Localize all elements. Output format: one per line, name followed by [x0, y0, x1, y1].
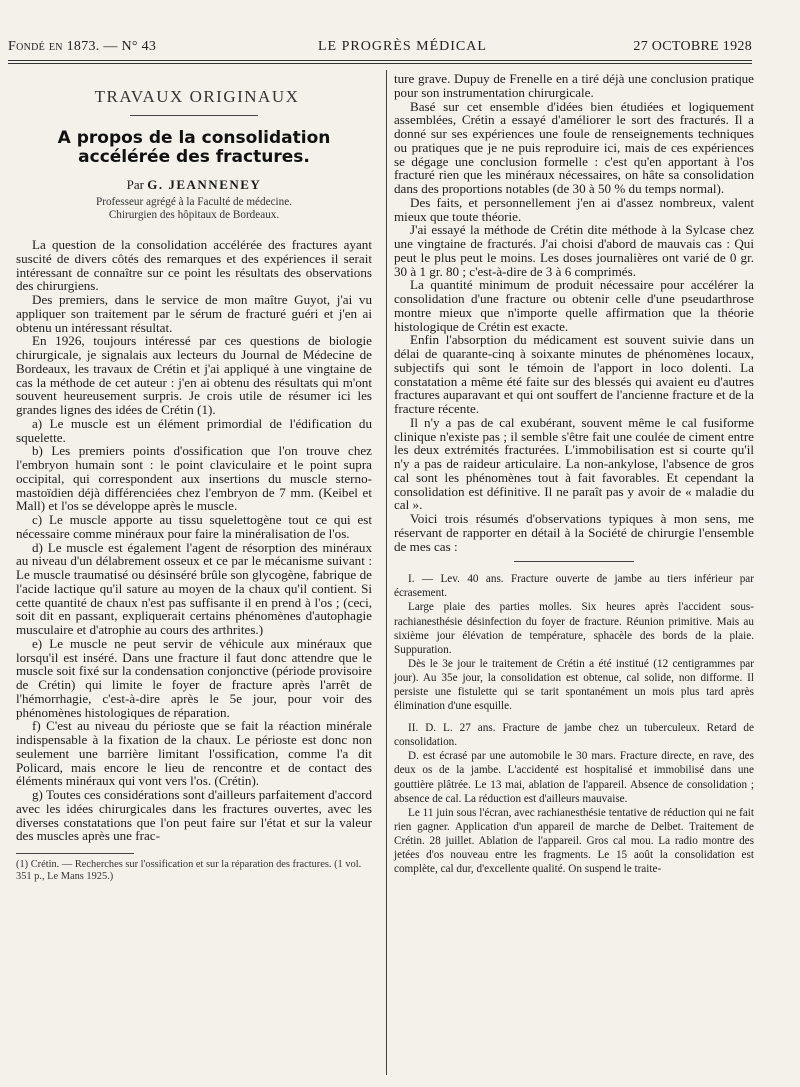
- header-rule-double: [8, 63, 752, 64]
- paragraph: Des premiers, dans le service de mon maître Guyot, j'ai vu appliquer son traitement par le sérum de fracturé guéri et j'en ai obtenu un intéressant résultat.: [16, 292, 372, 335]
- byline-prefix: Par: [126, 177, 144, 192]
- paragraph: J'ai essayé la méthode de Crétin dite méthode à la Sylcase chez une vingtaine de fracturés. J'ai choisi d'abord de mauvais cas : Qui peut le plus peut le moins. Les doses journalières ont varié de 0 gr. 30 à 1 gr. 80 ; c'est-à-dire de 3 à 6 comprimés.: [394, 222, 754, 279]
- footnote-rule: [16, 853, 134, 854]
- footnote: (1) Crétin. — Recherches sur l'ossification et sur la réparation des fractures. (1 vol. 351 p., Le Mans 1925.): [16, 859, 362, 882]
- header-rule: [8, 60, 752, 61]
- article-title: A propos de la consolidation accélérée des fractures.: [57, 128, 331, 167]
- paragraph: La quantité minimum de produit nécessaire pour accélérer la consolidation d'une fracture ou obtenir celle d'une pseudarthrose montre mieux que n'importe quelle affirmation que la théorie histologique de Crétin est exacte.: [394, 277, 754, 334]
- case-rule: [514, 561, 634, 562]
- paragraph: Des faits, et personnellement j'en ai d'assez nombreux, valent mieux que toute théorie.: [394, 194, 754, 224]
- case-text: Dès le 3e jour le traitement de Crétin a été institué (12 centigrammes par jour). Au 35e jour, la consolidation est obtenue, cal solide, non difforme. Il persiste une fistulette qui se tarit spontanément un mois plus tard après élimination d'une esquille.: [394, 657, 754, 713]
- paragraph: La question de la consolidation accélérée des fractures ayant suscité de divers côtés des remarques et des expériences il serait intéressant de connaître sur ce point les résultats des observations des chirurgiens.: [16, 237, 372, 294]
- affiliation-line: Professeur agrégé à la Faculté de médecine.: [96, 196, 292, 208]
- issue-date: 27 OCTOBRE 1928: [633, 39, 752, 54]
- paragraph: Enfin l'absorption du médicament est souvent suivie dans un délai de quarante-cinq à soixante minutes de phénomènes locaux, subjectifs qui sont le témoin de l'apport in loco dolenti. La constatation a même été faite sur des blessés qui avaient eu d'autres fractures auparavant et qui ont souffert de l'ancienne fracture et de la fracture récente.: [394, 332, 754, 416]
- case-text: Large plaie des parties molles. Six heures après l'accident sous-rachianesthésie désinfection du foyer de fracture. Réunion primitive. Mais au sixième jour élévation de température, sphacèle des bords de la plaie. Suppuration.: [394, 601, 754, 656]
- paragraph: Il n'y a pas de cal exubérant, souvent même le cal fusiforme clinique n'existe pas ; il semble s'être fait une coulée de ciment entre les deux extrémités fracturées. L'immobilisation est si courte qu'il n'y a pas de raideur articulaire. La non-ankylose, l'absence de gros cal sont les phénomènes tout à fait favorables. Et cependant la consolidation est définitive. Il ne paraît pas y avoir de « maladie du cal ».: [394, 414, 754, 513]
- page-header: [8, 39, 752, 59]
- paragraph: Basé sur cet ensemble d'idées bien étudiées et logiquement assemblées, Crétin a essayé d'améliorer le sort des fracturés. Il a donné sur ses expériences une foule de renseignements techniques ou pratiques que je ne puis reproduire ici, mais de ces expériences se dégage une conclusion formelle : c'est qu'en apportant à l'os fracturé rien que les minéraux nécessaires, on hâte sa consolidation dans des proportions notables (de 30 à 50 % du temps normal).: [394, 98, 754, 196]
- author-affiliation: [16, 196, 372, 222]
- affiliation-line: Chirurgien des hôpitaux de Bordeaux.: [108, 209, 280, 221]
- left-column: [16, 72, 372, 882]
- paragraph: d) Le muscle est également l'agent de résorption des minéraux au niveau d'un délabrement osseux et ce par le mécanisme suivant : Le muscle traumatisé ou désinséré brûle son glycogène, fabrique de l'acide lactique qu'il sature au moyen de la chaux qu'il contient. Si cette quantité de chaux n'est pas suffisante il en prend à l'os ; (ceci, soit dit en passant, expliquerait certains phénomènes d'autophagie musculaire et d'atrophie au cours des arthrites.): [16, 539, 372, 637]
- paragraph: En 1926, toujours intéressé par ces questions de biologie chirurgicale, je signalais aux lecteurs du Journal de Médecine de Bordeaux, les travaux de Crétin et j'ai appliqué à une vingtaine de cas la méthode de cet auteur : j'en ai obtenu des résultats qui m'ont souvent heureusement surpris. Je crois utile de résumer ici les grandes lignes des idées de Crétin (1).: [16, 333, 372, 417]
- paragraph: Voici trois résumés d'observations typiques à mon sens, me réservant de rapporter en détail à la Société de chirurgie l'ensemble de mes cas :: [394, 511, 754, 554]
- byline: [16, 177, 372, 193]
- section-heading: TRAVAUX ORIGINAUX: [94, 87, 300, 106]
- case-heading: I. — Lev. 40 ans. Fracture ouverte de jambe au tiers inférieur par écrasement.: [394, 573, 754, 600]
- paragraph: f) C'est au niveau du périoste que se fait la réaction minérale indispensable à la fixation de la chaux. Le périoste est donc non seulement une barrière limitant l'ossification, comme l'a dit Policard, mais encore le lieu de rencontre et de contact des éléments minéraux qui vont vers l'os. (Crétin).: [16, 718, 372, 789]
- column-divider: [386, 70, 387, 1075]
- paragraph: b) Les premiers points d'ossification que l'on trouve chez l'embryon humain sont : le point claviculaire et le point supra occipital, qui correspondent aux insertions du muscle sterno-mastoïdien déjà différenciées chez l'embryon de 7 mm. (Keibel et Mall) et l'os se développe après le muscle.: [16, 443, 372, 514]
- section-rule: [130, 115, 258, 116]
- paragraph: a) Le muscle est un élément primordial de l'édification du squelette.: [16, 415, 372, 445]
- paragraph: g) Toutes ces considérations sont d'ailleurs parfaitement d'accord avec les idées chirurgicales dans les fractures ouvertes, avec les diverses constatations que l'on peut faire sur l'état et sur la valeur des muscles après une frac-: [16, 787, 372, 844]
- journal-title: LE PROGRÈS MÉDICAL: [318, 39, 487, 54]
- right-column: [394, 72, 754, 876]
- paragraph: e) Le muscle ne peut servir de véhicule aux minéraux que lorsqu'il est inséré. Dans une fracture il faut donc attendre que le muscle soit fixé sur la condensation conjonctive (période provisoire de Crétin) qui limite le foyer de fracture après l'arrêt de l'hémorrhagie, c'est-à-dire après le 5e jour, pour voir des phénomènes histologiques de réparation.: [16, 635, 372, 720]
- paragraph: ture grave. Dupuy de Frenelle en a tiré déjà une conclusion pratique pour son instrumentation chirurgicale.: [394, 71, 754, 100]
- founding-note: Fondé en 1873. — N° 43: [8, 39, 157, 54]
- author-name: G. JEANNENEY: [147, 177, 262, 192]
- case-heading: II. D. L. 27 ans. Fracture de jambe chez un tuberculeux. Retard de consolidation.: [394, 722, 754, 749]
- paragraph: c) Le muscle apporte au tissu squelettogène tout ce qui est nécessaire comme minéraux pour faire la minéralisation de l'os.: [16, 512, 372, 541]
- case-text: Le 11 juin sous l'écran, avec rachianesthésie tentative de réduction qui ne fait rien gagner. Application d'un appareil de marche de Delbet. Traitement de Crétin. 28 juillet. Ablation de l'appareil. Gros cal mou. La radio montre des jetées d'os nouveau entre les fragments. Le 15 août la consolidation est complète, cal dur, d'excellente qualité. On suspend le traite-: [394, 806, 754, 876]
- case-text: D. est écrasé par une automobile le 30 mars. Fracture directe, en rave, des deux os de la jambe. L'accidenté est hospitalisé et immobilisé dans une gouttière plâtrée. Le 13 mai, ablation de l'appareil. Absence de consolidation ; absence de cal. La réduction est d'ailleurs mauvaise.: [394, 750, 754, 805]
